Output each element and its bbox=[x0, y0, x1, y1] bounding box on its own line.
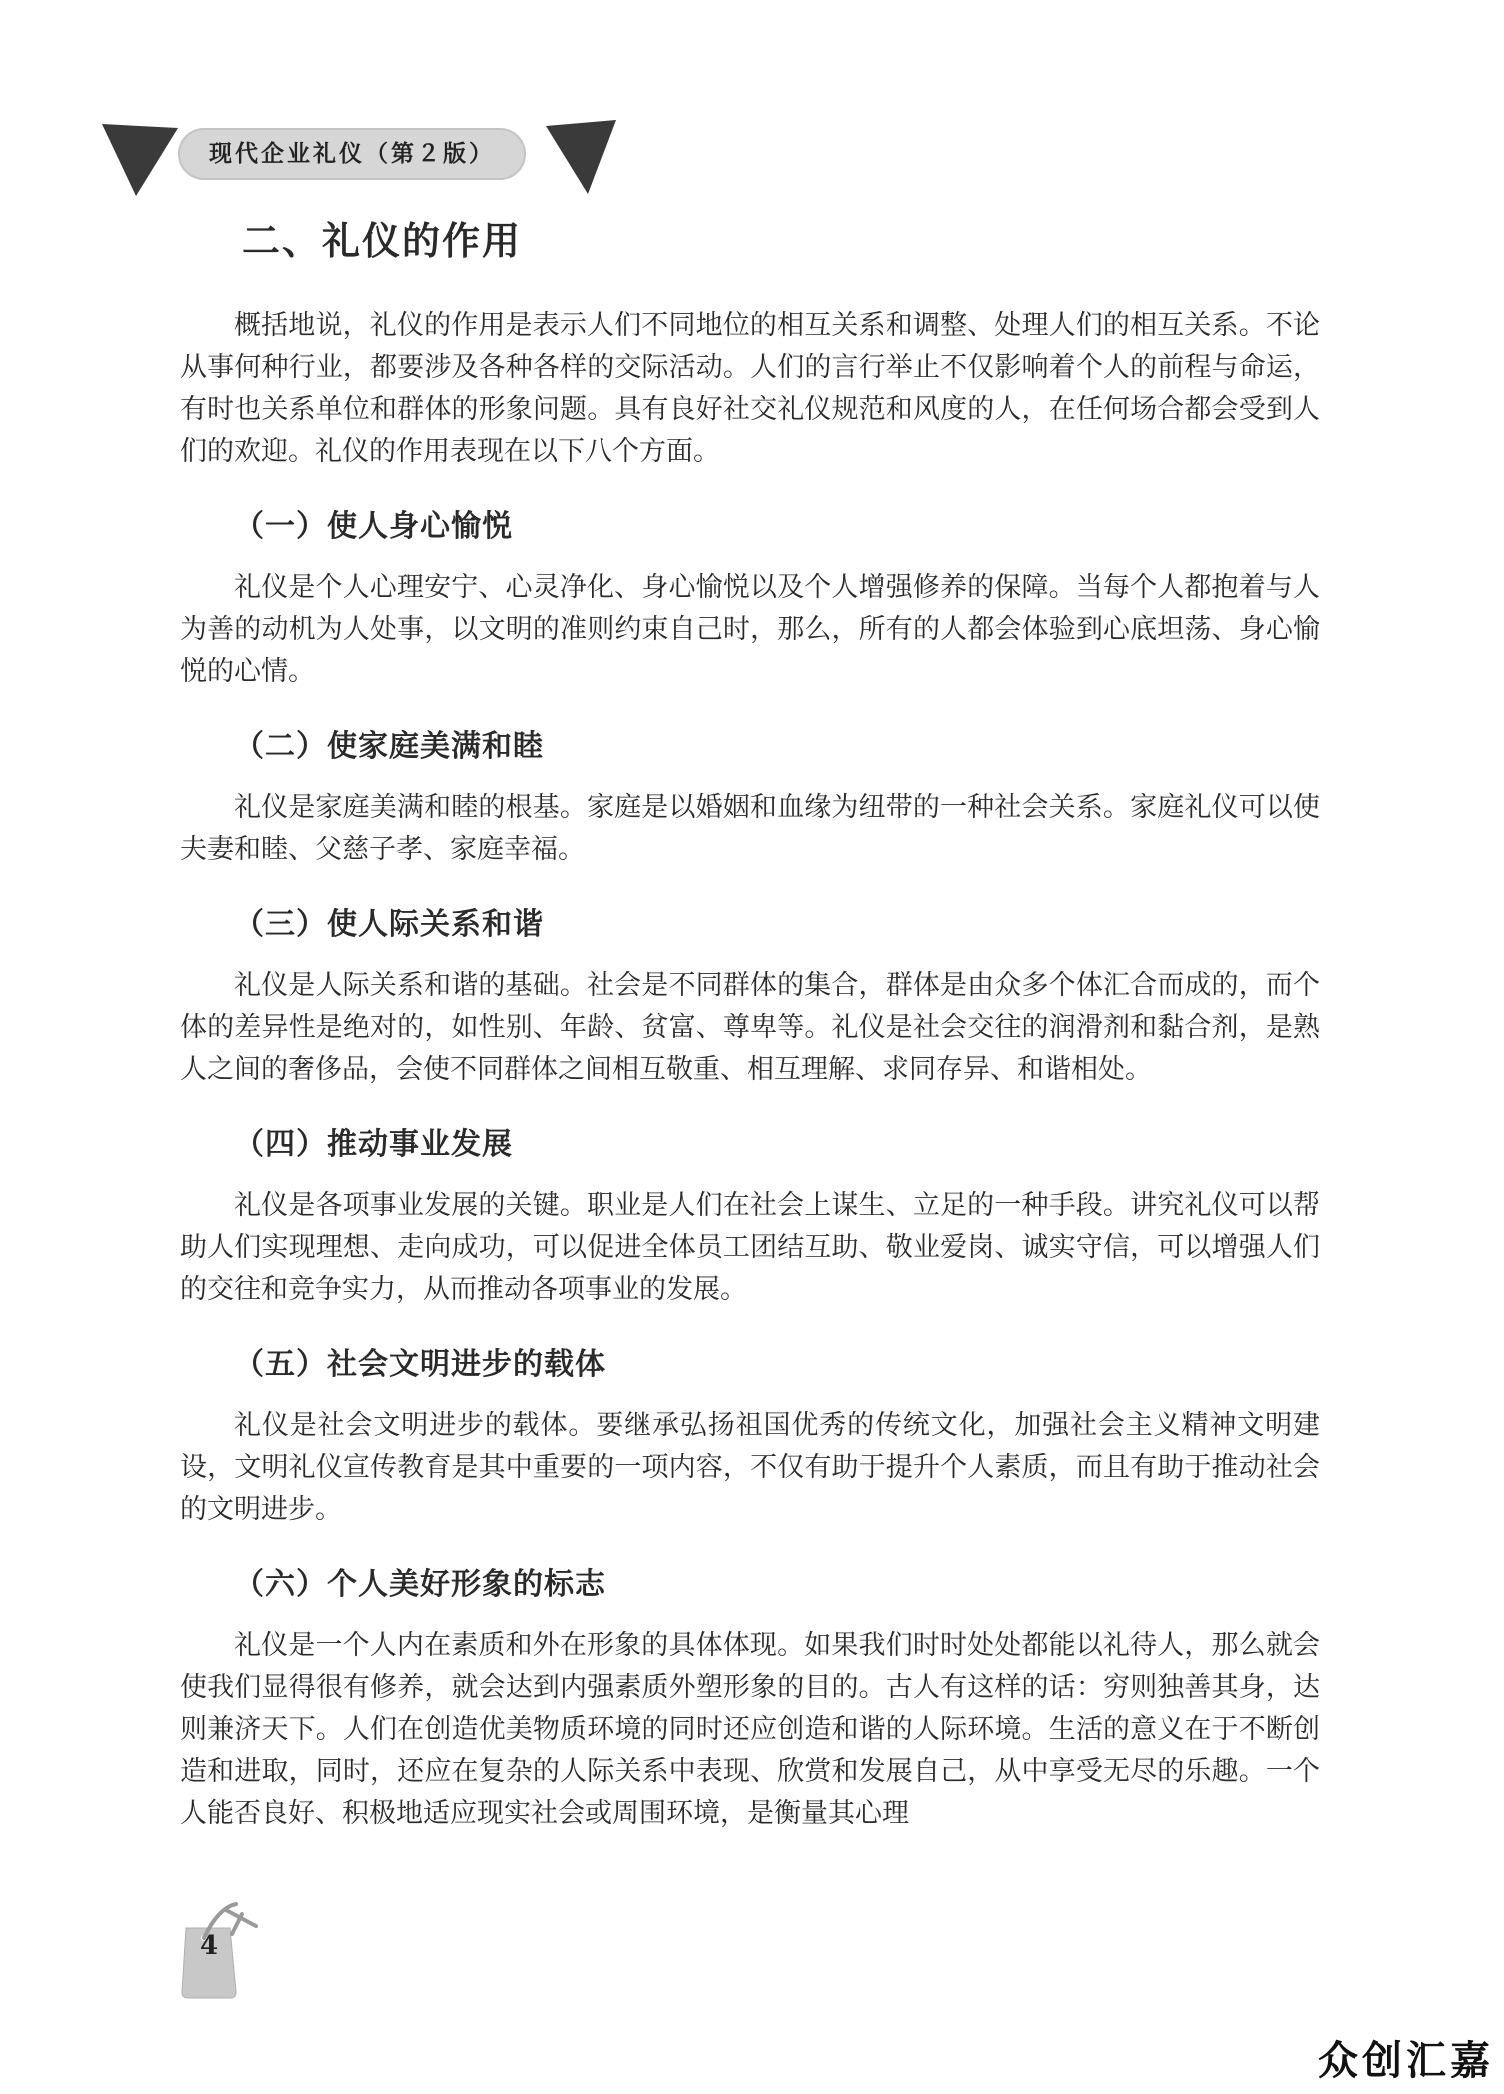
subsection-title: （五）社会文明进步的载体 bbox=[234, 1347, 606, 1382]
subsection-body: 礼仪是人际关系和谐的基础。社会是不同群体的集合，群体是由众多个体汇合而成的，而个体的差异性是绝对的，如性别、年龄、贫富、尊卑等。礼仪是社会交往的润滑剂和黏合剂，是熟人之间的奢侈品，会使不同群体之间相互敬重、相互理解、求同存异、和谐相处。 bbox=[180, 970, 1320, 1085]
triangle-decor-right-icon bbox=[540, 118, 620, 198]
subsection-body: 礼仪是社会文明进步的载体。要继承弘扬祖国优秀的传统文化，加强社会主义精神文明建设，文明礼仪宣传教育是其中重要的一项内容，不仅有助于提升个人素质，而且有助于推动社会的文明进步。 bbox=[180, 1410, 1320, 1525]
subsection-body: 礼仪是个人心理安宁、心灵净化、身心愉悦以及个人增强修养的保障。当每个人都抱着与人为善的动机为人处事，以文明的准则约束自己时，那么，所有的人都会体验到心底坦荡、身心愉悦的心情。 bbox=[180, 572, 1320, 687]
section-title: 二、礼仪的作用 bbox=[242, 219, 523, 263]
watermark-logo: 众创汇嘉 bbox=[1318, 2038, 1494, 2084]
running-header bbox=[108, 124, 528, 184]
subsection-body: 礼仪是家庭美满和睦的根基。家庭是以婚姻和血缘为纽带的一种社会关系。家庭礼仪可以使夫妻和睦、父慈子孝、家庭幸福。 bbox=[180, 792, 1320, 865]
subsection-title: （四）推动事业发展 bbox=[234, 1127, 513, 1162]
subsection-4 bbox=[180, 1119, 1320, 1311]
intro-paragraph: 概括地说，礼仪的作用是表示人们不同地位的相互关系和调整、处理人们的相互关系。不论从事何种行业，都要涉及各种各样的交际活动。人们的言行举止不仅影响着个人的前程与命运，有时也关系单位和群体的形象问题。具有良好社交礼仪规范和风度的人，在任何场合都会受到人们的欢迎。礼仪的作用表现在以下八个方面。 bbox=[180, 310, 1320, 467]
subsection-title: （六）个人美好形象的标志 bbox=[234, 1567, 606, 1602]
subsection-body: 礼仪是各项事业发展的关键。职业是人们在社会上谋生、立足的一种手段。讲究礼仪可以帮助人们实现理想、走向成功，可以促进全体员工团结互助、敬业爱岗、诚实守信，可以增强人们的交往和竞争实力，从而推动各项事业的发展。 bbox=[180, 1190, 1320, 1305]
subsection-5 bbox=[180, 1339, 1320, 1531]
header-title: 现代企业礼仪（第２版） bbox=[209, 141, 495, 167]
subsection-title: （二）使家庭美满和睦 bbox=[234, 729, 544, 764]
subsection-3 bbox=[180, 899, 1320, 1091]
subsection-title: （一）使人身心愉悦 bbox=[234, 509, 513, 544]
subsection-2 bbox=[180, 721, 1320, 871]
subsection-6 bbox=[180, 1559, 1320, 1835]
subsection-1 bbox=[180, 501, 1320, 693]
page-number: 4 bbox=[199, 1931, 219, 1961]
page-content bbox=[180, 210, 1320, 1835]
subsection-title: （三）使人际关系和谐 bbox=[234, 907, 544, 942]
subsection-body: 礼仪是一个人内在素质和外在形象的具体体现。如果我们时时处处都能以礼待人，那么就会使我们显得很有修养，就会达到内强素质外塑形象的目的。古人有这样的话：穷则独善其身，达则兼济天下。人们在创造优美物质环境的同时还应创造和谐的人际环境。生活的意义在于不断创造和进取，同时，还应在复杂的人际关系中表现、欣赏和发展自己，从中享受无尽的乐趣。一个人能否良好、积极地适应现实社会或周围环境，是衡量其心理 bbox=[180, 1630, 1320, 1829]
